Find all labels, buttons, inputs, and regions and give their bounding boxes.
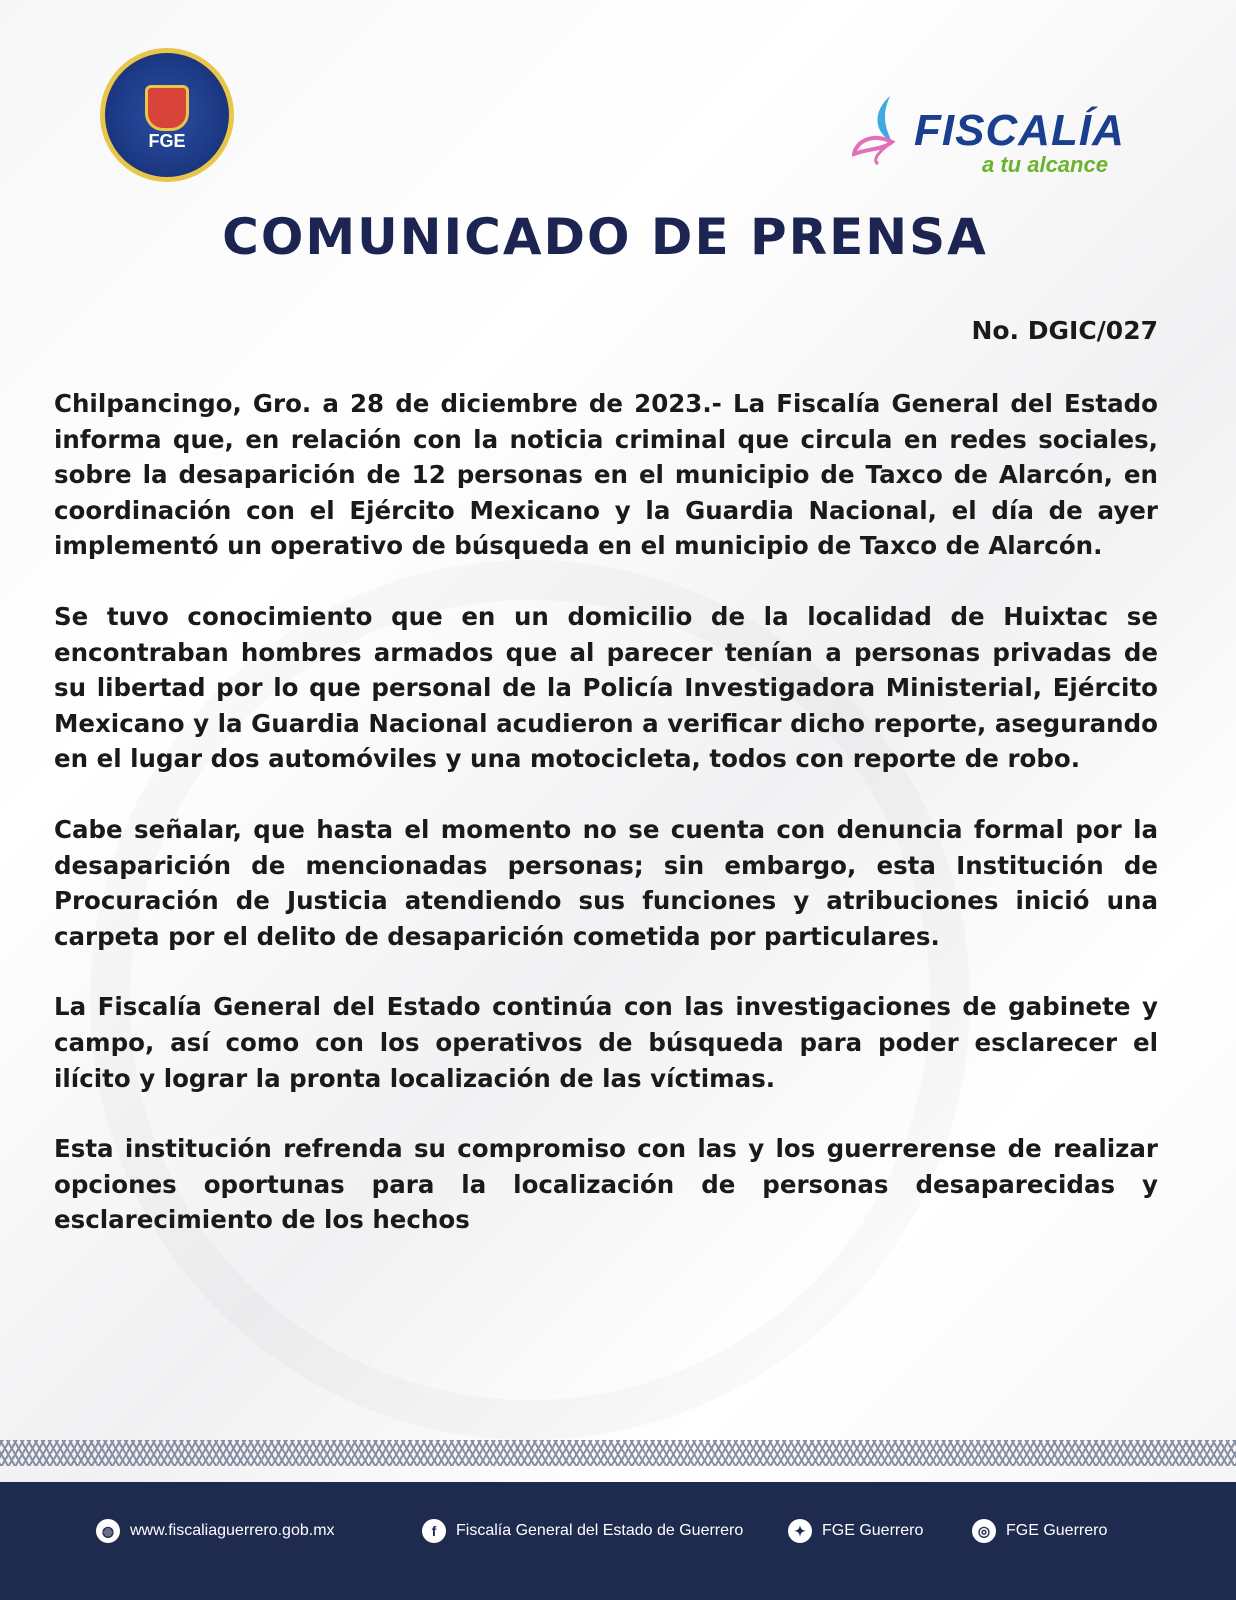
press-release-body (54, 386, 1158, 1273)
butterfly-icon (852, 92, 912, 172)
footer-instagram[interactable] (972, 1519, 1107, 1543)
paragraph: Esta institución refrenda su compromiso con las y los guerrerense de realizar opciones oportunas para la localización de personas desaparecidas y esclarecimiento de los hechos (54, 1134, 1158, 1235)
paragraph: Cabe señalar, que hasta el momento no se cuenta con denuncia formal por la desaparición de mencionadas personas; sin embargo, esta Institución de Procuración de Justicia atendiendo sus funciones y atribuciones inició una carpeta por el delito de desaparición cometida por particulares. (54, 814, 1158, 951)
facebook-link[interactable]: Fiscalía General del Estado de Guerrero (456, 1522, 744, 1539)
instagram-icon: ◎ (972, 1519, 996, 1543)
twitter-link[interactable]: FGE Guerrero (822, 1522, 924, 1539)
decorative-pattern-band (0, 1440, 1236, 1466)
website-link[interactable]: www.fiscaliaguerrero.gob.mx (130, 1522, 335, 1539)
instagram-link[interactable]: FGE Guerrero (1006, 1522, 1108, 1539)
globe-icon: ◍ (96, 1519, 120, 1543)
footer (0, 1482, 1236, 1600)
fiscalia-brand-logo (852, 92, 1125, 182)
fge-seal-logo (100, 48, 234, 182)
twitter-icon: ✦ (788, 1519, 812, 1543)
page-title: COMUNICADO DE PRENSA (222, 208, 988, 266)
footer-facebook[interactable] (422, 1519, 743, 1543)
paragraph: Se tuvo conocimiento que en un domicilio de la localidad de Huixtac se encontraban hombres armados que al parecer tenían a personas privadas de su libertad por lo que personal de la Policía Investigadora Ministerial, Ejército Mexicano y la Guardia Nacional acudieron a verificar dicho reporte, asegurando en el lugar dos automóviles y una motocicleta, todos con reporte de robo. (54, 601, 1158, 774)
seal-abbrev: FGE (148, 130, 186, 151)
footer-twitter[interactable] (788, 1519, 923, 1543)
facebook-icon: f (422, 1519, 446, 1543)
brand-tagline: a tu alcance (982, 152, 1108, 177)
release-number: No. DGIC/027 (971, 316, 1158, 345)
paragraph: Chilpancingo, Gro. a 28 de diciembre de 2023.- La Fiscalía General del Estado informa que, en relación con la noticia criminal que circula en redes sociales, sobre la desaparición de 12 personas en el municipio de Taxco de Alarcón, en coordinación con el Ejército Mexicano y la Guardia Nacional, el día de ayer implementó un operativo de búsqueda en el municipio de Taxco de Alarcón. (54, 389, 1158, 561)
footer-website[interactable] (96, 1519, 335, 1543)
brand-name: FISCALÍA (914, 106, 1125, 155)
coat-of-arms-icon (145, 85, 189, 131)
paragraph: La Fiscalía General del Estado continúa con las investigaciones de gabinete y campo, así como con los operativos de búsqueda para poder esclarecer el ilícito y lograr la pronta localización de las víctimas. (54, 992, 1158, 1093)
